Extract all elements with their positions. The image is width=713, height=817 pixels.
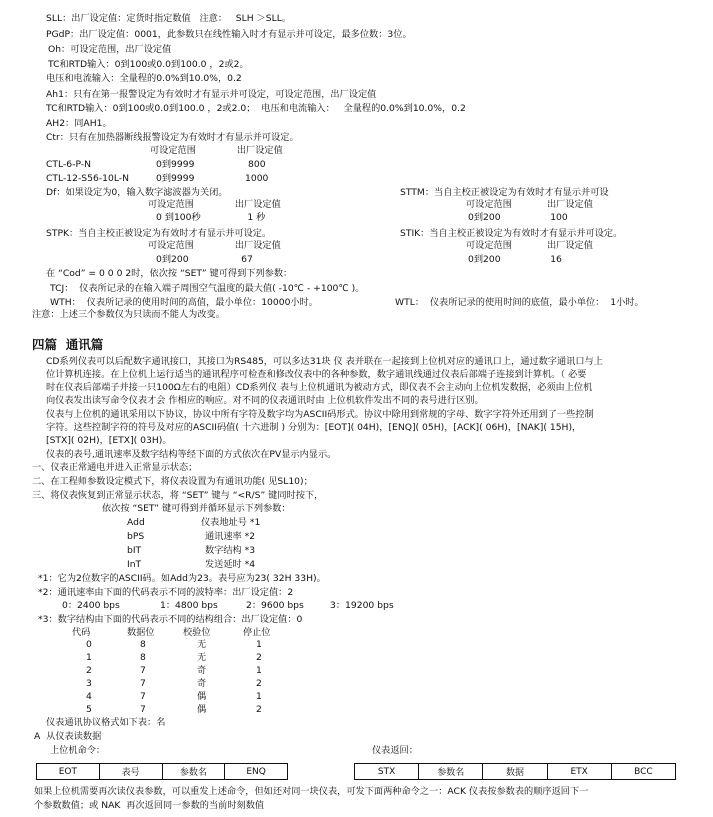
ctr-range-2: 0到9999 — [156, 173, 195, 184]
param-ah2: AH2：同AH1。 — [46, 118, 112, 129]
struct-cell: 7 — [140, 665, 146, 676]
struct-cell: 1 — [256, 665, 262, 676]
param-desc: 通讯速率 *2 — [205, 531, 256, 542]
baud-option: 2：9600 bps — [246, 600, 304, 611]
param-oh: Oh：可设定范围，出厂设定值 — [48, 44, 172, 55]
param-sll: SLL：出厂设定值：定货时指定数值 注意： SLH ＞SLL。 — [46, 13, 292, 24]
struct-header-stopbits: 停止位 — [243, 627, 271, 638]
ctr-range-1: 0到9999 — [156, 159, 195, 170]
param-sttm: STTM：当自主校正被设定为有效时才有显示并可设 — [400, 187, 609, 198]
struct-cell: 1 — [256, 691, 262, 702]
protocol-title: 仪表通讯协议格式如下表：名 — [46, 717, 166, 728]
param-code: Add — [127, 517, 145, 528]
param-desc: 数字结构 *3 — [205, 545, 256, 556]
step-3-cycle: 依次按 “SET” 键可得到并循环显示下列参数： — [102, 503, 291, 514]
step-3: 三、将仪表恢复到正常显示状态，将 “SET” 键与 “<R/S” 键同时按下， — [32, 490, 324, 501]
struct-cell: 5 — [86, 704, 92, 715]
ctr-default-1: 800 — [248, 159, 266, 170]
note-1: *1：它为2位数字的ASCII码。如Add为23。表号应为23( 32H 33H)。 — [38, 573, 326, 584]
struct-cell: 奇 — [197, 678, 207, 689]
meter-reply-frame — [354, 763, 676, 780]
struct-cell: 0 — [86, 639, 92, 650]
df-table-row: 0 到100秒 1 秒 — [156, 212, 266, 223]
struct-cell: 无 — [197, 652, 207, 663]
frame-cell-stx: STX — [355, 764, 419, 780]
host-command-label: 上位机命令： — [50, 745, 106, 756]
frame-cell-eot: EOT — [37, 764, 100, 780]
comm-para-7: [STX]( 02H)，[ETX]( 03H)。 — [46, 435, 172, 446]
param-wth: WTH： 仪表所记录的使用时间的高值，最小单位：10000小时。 — [50, 297, 318, 308]
comm-para-2: 位计算机连接。在上位机上运行适当的通讯程序可检查和修改仪表中的各种参数，数字通讯线通过仪表后部端子连接到计算机。（ 必要 — [46, 369, 587, 380]
param-code: InT — [127, 559, 142, 570]
struct-cell: 1 — [86, 652, 92, 663]
struct-cell: 2 — [86, 665, 92, 676]
struct-header-parity: 校验位 — [183, 627, 211, 638]
stpk-table-row: 0到200 67 — [156, 254, 253, 265]
struct-cell: 7 — [140, 678, 146, 689]
struct-cell: 4 — [86, 691, 92, 702]
param-wtl: WTL： 仪表所记录的使用时间的底值，最小单位： 1小时。 — [395, 297, 644, 308]
struct-cell: 奇 — [197, 665, 207, 676]
frame-cell-enq: ENQ — [225, 764, 288, 780]
frame-cell-data: 数据 — [483, 764, 547, 780]
param-pgdp: PGdP：出厂设定值：0001，此参数只在线性输入时才有显示并可设定，最多位数：3位。 — [46, 29, 412, 40]
param-stpk: STPK：当自主校正被设定为有效时才有显示并可设定。 — [46, 228, 272, 239]
note-3: *3：数字结构由下面的代码表示不同的结构组合：出厂设定值：0 — [38, 614, 303, 625]
struct-cell: 无 — [197, 639, 207, 650]
param-oh-tc: TC和RTD输入：0到100或0.0到100.0 ，2或2。 — [48, 59, 249, 70]
param-desc: 发送延时 *4 — [205, 559, 256, 570]
baud-option: 3：19200 bps — [330, 600, 394, 611]
ctr-model-1: CTL-6-P-N — [46, 159, 91, 170]
cod-intro: 在 “Cod” = 0 0 0 2时，依次按 “SET” 键可得到下列参数： — [46, 268, 293, 279]
df-table-header: 可设定范围 出厂设定值 — [148, 199, 281, 210]
comm-para-5: 仪表与上位机的通讯采用以下协议，协议中所有字符及数字均为ASCII码形式。协议中除用到常规的字母、数字字符外还用到了一些控制 — [46, 409, 594, 420]
stpk-table-header: 可设定范围 出厂设定值 — [148, 240, 281, 251]
struct-cell: 8 — [140, 639, 146, 650]
footer-line-2: 个参数数值；或 NAK 再次返回同一参数的当前时刻数值 — [34, 800, 265, 811]
comm-para-4: 向仪表发出读写命令仪表才会 作相应的响应。对不同的仪表通讯时由 上位机软件发出不同的表号进行区别。 — [46, 395, 484, 406]
param-oh-voltage: 电压和电流输入：全量程的0.0%到10.0%，0.2 — [46, 73, 242, 84]
frame-cell-param: 参数名 — [419, 764, 483, 780]
host-command-frame — [36, 763, 288, 780]
param-ah1-range: TC和RTD输入：0到100或0.0到100.0 ，2或2.0； 电压和电流输入： 全量程的0.0%到10.0%，0.2 — [46, 103, 466, 114]
param-ah1: Ah1：只有在第一报警设定为有效时才有显示并可设定，可设定范围，出厂设定值 — [46, 89, 377, 100]
baud-option: 1：4800 bps — [160, 600, 218, 611]
step-1: 一、仪表正常通电并进入正常显示状态； — [32, 462, 198, 473]
step-2: 二、在工程师参数设定模式下，将仪表设置为有通讯功能( 见SL10)； — [32, 476, 313, 487]
struct-cell: 2 — [256, 678, 262, 689]
frame-cell-bcc: BCC — [611, 764, 675, 780]
read-section-title: A 从仪表读数据 — [34, 731, 102, 742]
param-df: Df：如果设定为0，输入数字滤波器为关闭。 — [46, 187, 228, 198]
ctr-default-2: 1000 — [245, 173, 269, 184]
struct-cell: 7 — [140, 691, 146, 702]
param-code: bIT — [127, 545, 142, 556]
struct-cell: 1 — [256, 639, 262, 650]
struct-cell: 2 — [256, 652, 262, 663]
frame-cell-etx: ETX — [547, 764, 611, 780]
readonly-note: 注意：上述三个参数仅为只读而不能人为改变。 — [32, 309, 225, 320]
comm-para-1: CD系列仪表可以后配数字通讯接口，其接口为RS485，可以多达31块 仪 表并联在一起接到上位机对应的通讯口上，通过数字通讯口与上 — [46, 356, 603, 367]
stik-table-header: 可设定范围 出厂设定值 — [466, 240, 593, 251]
frame-cell-param: 参数名 — [162, 764, 225, 780]
footer-line-1: 如果上位机需要再次读仪表参数，可以重发上述命令，但如还对同一块仪表，可发下面两种命令之一：ACK 仪表按参数表的顺序返回下一 — [34, 786, 589, 797]
comm-para-6: 字符。这些控制字符的符号及对应的ASCII码值( 十六进制 ) 分别为：[EOT]( 04H)，[ENQ]( 05H)，[ACK]( 06H)，[NAK]( 15H)， — [46, 422, 582, 433]
section-heading: 四篇 通讯篇 — [32, 337, 104, 352]
struct-cell: 8 — [140, 652, 146, 663]
param-tcj: TCJ： 仪表所记录的在输入端子周围空气温度的最大值( -10℃ - +100℃ )。 — [50, 283, 365, 294]
meter-reply-label: 仪表返回： — [372, 745, 418, 756]
param-code: bPS — [127, 531, 145, 542]
note-2: *2：通讯速率由下面的代码表示不同的波特率：出厂设定值：2 — [38, 587, 294, 598]
struct-cell: 偶 — [197, 691, 207, 702]
ctr-table-header: 可设定范围 出厂设定值 — [150, 145, 283, 156]
struct-cell: 7 — [140, 704, 146, 715]
ctr-model-2: CTL-12-S56-10L-N — [46, 173, 129, 184]
struct-cell: 2 — [256, 704, 262, 715]
param-stik: STIK：当自主校正被设定为有效时才有显示并可设定。 — [400, 228, 623, 239]
frame-cell-address: 表号 — [99, 764, 162, 780]
sttm-table-header: 可设定范围 出厂设定值 — [466, 199, 593, 210]
param-desc: 仪表地址号 *1 — [201, 517, 261, 528]
param-ctr: Ctr：只有在加热器断线报警设定为有效时才有显示并可设定。 — [46, 132, 299, 143]
baud-option: 0：2400 bps — [62, 600, 120, 611]
comm-para-3: 时在仪表后部端子并接一只100Ω左右的电阻）CD系列仪 表与上位机通讯为被动方式，即仪表不会主动向上位机发数据，必须由上位机 — [46, 382, 593, 393]
comm-para-8: 仪表的表号,通讯速率及数字结构等经下面的方式依次在PV显示内显示。 — [46, 449, 337, 460]
struct-cell: 3 — [86, 678, 92, 689]
struct-cell: 偶 — [197, 704, 207, 715]
stik-table-row: 0到200 16 — [468, 254, 562, 265]
struct-header-code: 代码 — [72, 627, 91, 638]
struct-header-databits: 数据位 — [127, 627, 155, 638]
sttm-table-row: 0到200 100 — [468, 212, 568, 223]
